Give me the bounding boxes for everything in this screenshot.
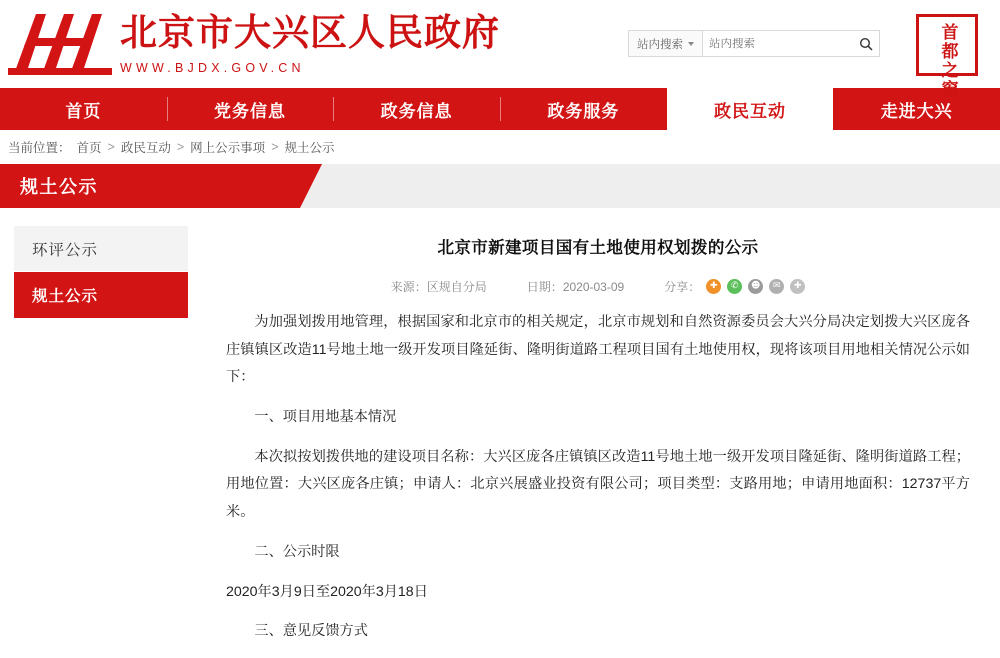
breadcrumb-prefix: 当前位置： [8, 141, 71, 155]
site-title-block [120, 10, 500, 76]
search-box [702, 30, 880, 57]
section-title: 规土公示 [0, 164, 300, 208]
article-paragraph: 2020年3月9日至2020年3月18日 [226, 583, 428, 600]
search-icon [859, 37, 873, 51]
article-date-label: 日期： [526, 280, 563, 294]
dx-monument-logo [8, 8, 112, 80]
article [188, 226, 1000, 658]
sidebar [0, 226, 188, 658]
search-area [628, 30, 880, 57]
seal-char-2: 都 [937, 42, 958, 60]
wechat-icon[interactable]: ✆ [727, 279, 742, 294]
article-date [527, 278, 624, 295]
search-scope-dropdown[interactable] [628, 30, 702, 57]
search-button[interactable] [859, 31, 873, 56]
nav-item-gov-services[interactable]: 政务服务 [500, 88, 667, 130]
article-paragraph: 一、项目用地基本情况 [254, 409, 397, 426]
site-header [0, 0, 1000, 98]
more-icon[interactable]: ✚ [790, 279, 805, 294]
article-paragraph: 三、意见反馈方式 [254, 623, 368, 640]
article-source [391, 278, 487, 295]
article-date-value: 2020-03-09 [562, 280, 625, 294]
breadcrumb-item-current: 规土公示 [284, 141, 335, 155]
article-title: 北京市新建项目国有土地使用权划拨的公示 [437, 239, 759, 257]
sidebar-item-land-notice[interactable]: 规土公示 [14, 272, 188, 318]
breadcrumb-separator: > [176, 140, 185, 154]
nav-item-about-daxing[interactable]: 走进大兴 [880, 101, 953, 121]
weibo-icon[interactable]: ✚ [706, 279, 721, 294]
chevron-down-icon [688, 42, 694, 46]
share-row [664, 278, 805, 295]
nav-item-citizen-interaction[interactable]: 政民互动 [667, 88, 834, 130]
page-content [0, 208, 1000, 658]
main-nav [0, 88, 1000, 130]
breadcrumb-item-home[interactable]: 首页 [76, 141, 102, 155]
article-source-value: 区规自分局 [426, 280, 487, 294]
article-source-label: 来源： [390, 280, 427, 294]
article-body [226, 309, 970, 646]
breadcrumb [0, 130, 1000, 164]
nav-item-home[interactable]: 首页 [65, 101, 102, 121]
article-meta [226, 278, 970, 309]
qzone-icon[interactable]: ☻ [748, 279, 763, 294]
article-paragraph: 本次拟按划拨供地的建设项目名称：大兴区庞各庄镇镇区改造11号地土地一级开发项目隆延街、隆明街道路工程；用地位置：大兴区庞各庄镇；申请人：北京兴展盛业投资有限公司；项目类型：支路用地；申请用地面积：12737平方米。 [226, 448, 970, 521]
breadcrumb-separator: > [107, 140, 115, 154]
nav-item-gov-info[interactable]: 政务信息 [333, 88, 500, 130]
seal-char-1: 首 [937, 23, 958, 41]
article-paragraph: 二、公示时限 [254, 543, 340, 560]
gov-url: WWW.BJDX.GOV.CN [120, 61, 305, 76]
nav-item-party-affairs[interactable]: 党务信息 [167, 88, 334, 130]
gov-title: 北京市大兴区人民政府 [120, 10, 500, 54]
search-input[interactable] [703, 38, 843, 50]
search-scope-label: 站内搜索 [637, 38, 683, 51]
breadcrumb-separator: > [271, 140, 279, 154]
breadcrumb-item-citizen-interaction[interactable]: 政民互动 [120, 141, 171, 155]
capital-window-seal[interactable] [916, 14, 978, 98]
seal-char-4: 窗 [937, 80, 958, 98]
section-title-bar [0, 164, 1000, 208]
share-label: 分享： [664, 280, 701, 294]
breadcrumb-item-online-notice[interactable]: 网上公示事项 [190, 141, 266, 155]
seal-char-3: 之 [937, 61, 958, 79]
qq-icon[interactable]: ✉ [769, 279, 784, 294]
article-paragraph: 为加强划拨用地管理，根据国家和北京市的相关规定，北京市规划和自然资源委员会大兴分局决定划拨大兴区庞各庄镇镇区改造11号地土地一级开发项目隆延街、隆明街道路工程项目国有土地使用权，现将该项目用地相关情况公示如下： [226, 314, 970, 386]
sidebar-item-env-notice[interactable]: 环评公示 [14, 226, 188, 272]
